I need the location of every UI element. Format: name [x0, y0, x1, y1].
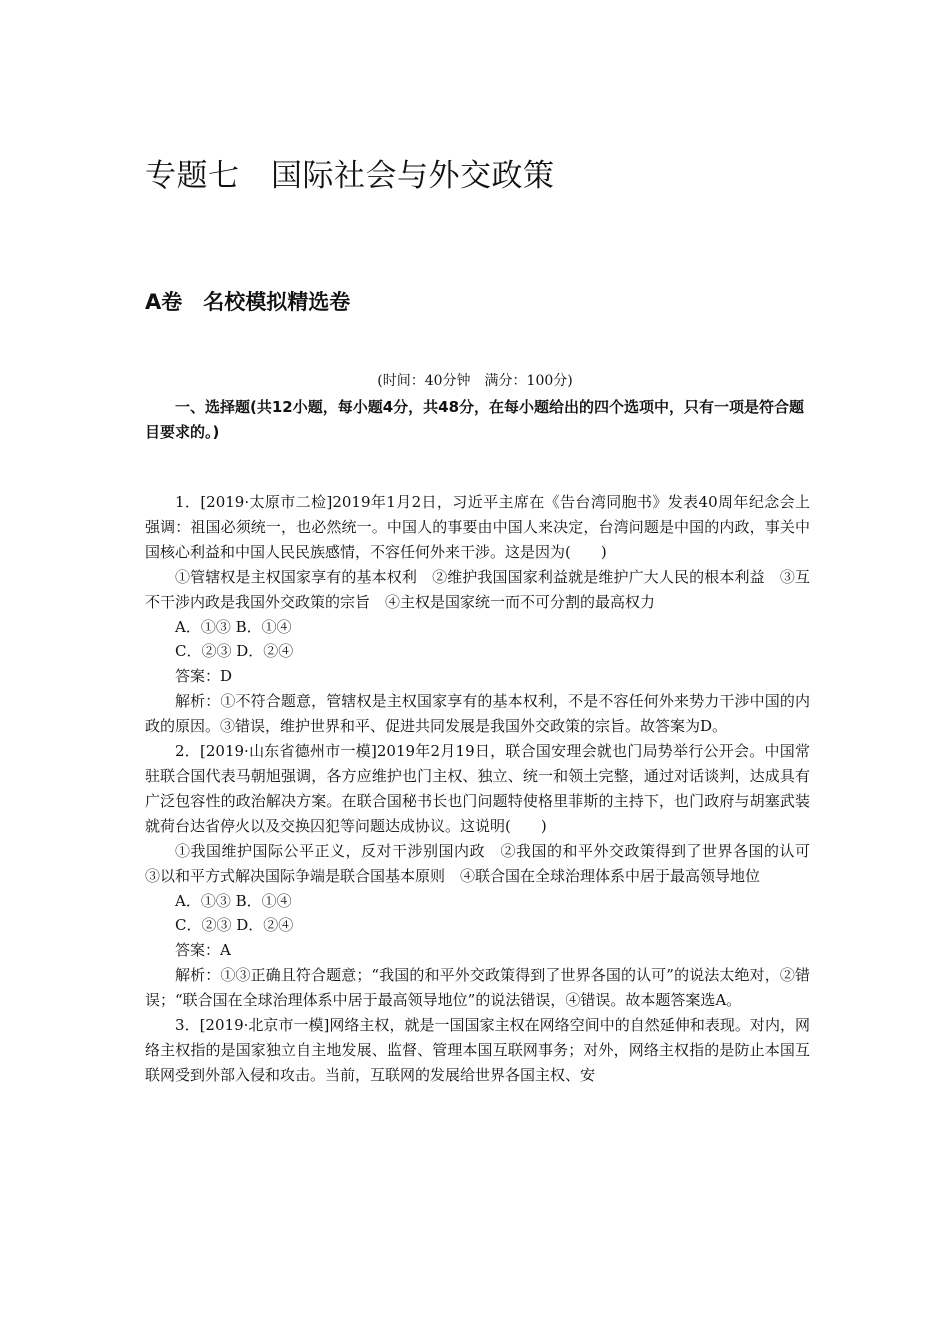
question-2-options-ab: A．①③ B．①④ [175, 891, 292, 910]
analysis-label: 解析： [175, 966, 221, 985]
question-2-answer [145, 938, 810, 963]
page-title: 专题七 国际社会与外交政策 [145, 158, 555, 194]
section-heading: 一、选择题(共12小题，每小题4分，共48分，在每小题给出的四个选项中，只有一项是符合题目要求的。) [145, 398, 805, 441]
question-2-options-cd: C．②③ D．②④ [175, 916, 294, 935]
question-2-stem: 2．[2019·山东省德州市一模]2019年2月19日，联合国安理会就也门局势举行公开会。中国常驻联合国代表马朝旭强调，各方应维护也门主权、独立、统一和领土完整，通过对话谈判，达成具有广泛包容性的政治解决方案。在联合国秘书长也门问题特使格里菲斯的主持下，也门政府与胡塞武装就荷台达省停火以及交换囚犯等问题达成协议。这说明( ) [145, 742, 810, 835]
answer-value: D [220, 667, 233, 686]
question-list [145, 490, 826, 1088]
answer-value: A [220, 941, 231, 960]
exam-time-score: (时间：40分钟 满分：100分) [377, 373, 573, 389]
answer-label: 答案： [175, 667, 221, 686]
question-2-analysis [145, 963, 810, 1013]
question-1-options-cd: C．②③ D．②④ [175, 642, 294, 661]
analysis-label: 解析： [175, 692, 221, 711]
question-2-statements: ①我国维护国际公平正义，反对干涉别国内政 ②我国的和平外交政策得到了世界各国的认可 ③以和平方式解决国际争端是联合国基本原则 ④联合国在全球治理体系中居于最高领导地位 [145, 841, 826, 885]
analysis-text: ①不符合题意，管辖权是主权国家享有的基本权利，不是不容任何外来势力干涉中国的内政的原因。③错误，维护世界和平、促进共同发展是我国外交政策的宗旨。故答案为D。 [145, 692, 810, 736]
question-3-stem: 3．[2019·北京市一模]网络主权，就是一国国家主权在网络空间中的自然延伸和表现。对内，网络主权指的是国家独立自主地发展、监督、管理本国互联网事务；对外，网络主权指的是防止本国互联网受到外部入侵和攻击。当前，互联网的发展给世界各国主权、安 [145, 1016, 810, 1084]
answer-label: 答案： [175, 941, 221, 960]
analysis-text: ①③正确且符合题意；“我国的和平外交政策得到了世界各国的认可”的说法太绝对，②错误；“联合国在全球治理体系中居于最高领导地位”的说法错误，④错误。故本题答案选A。 [145, 966, 810, 1010]
question-1-answer [145, 664, 810, 689]
question-1-options-ab: A．①③ B．①④ [175, 617, 292, 636]
question-1-statements: ①管辖权是主权国家享有的基本权利 ②维护我国国家利益就是维护广大人民的根本利益 ③互不干涉内政是我国外交政策的宗旨 ④主权是国家统一而不可分割的最高权力 [145, 567, 810, 611]
question-1-stem: 1．[2019·太原市二检]2019年1月2日，习近平主席在《告台湾同胞书》发表40周年纪念会上强调：祖国必须统一，也必然统一。中国人的事要由中国人来决定，台湾问题是中国的内政，事关中国核心利益和中国人民民族感情，不容任何外来干涉。这是因为( ) [145, 493, 810, 561]
question-1-analysis [145, 689, 810, 739]
volume-subtitle: A卷 名校模拟精选卷 [145, 290, 351, 314]
